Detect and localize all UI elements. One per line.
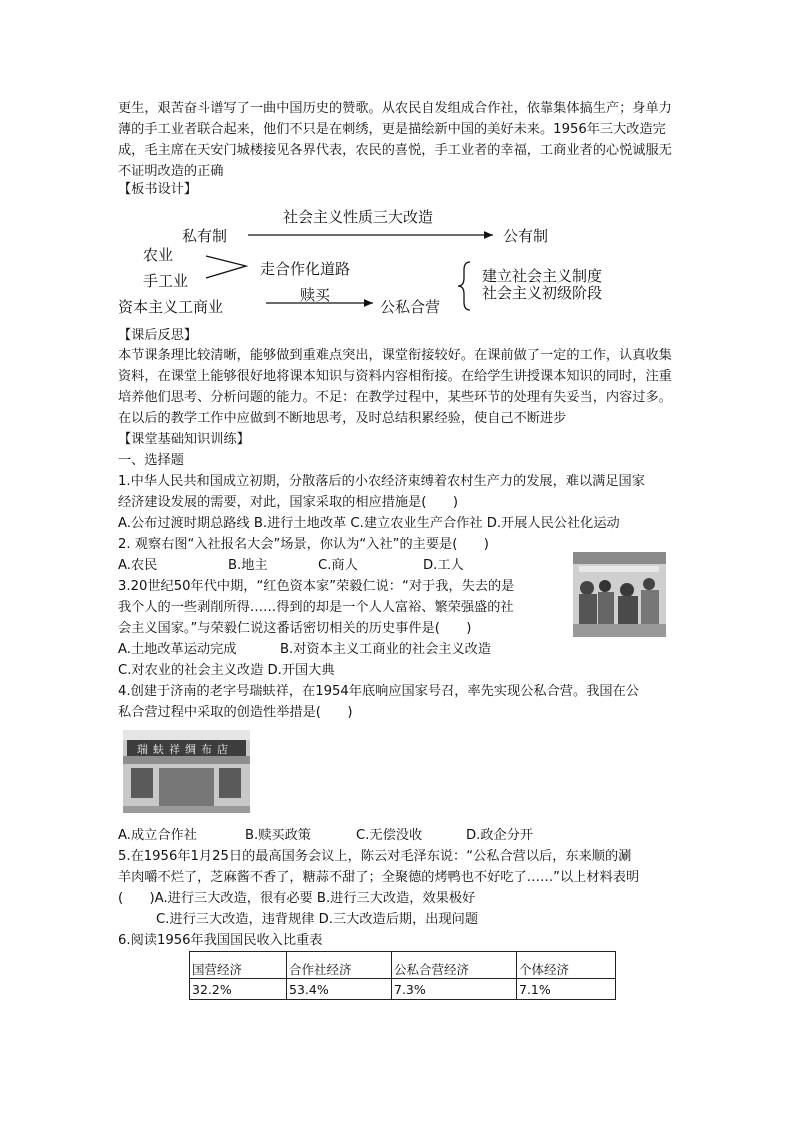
q3-stem-line1: 3.20世纪50年代中期，“红色资本家”荣毅仁说：“对于我，失去的是 (118, 579, 515, 594)
q1-stem-line2: 经济建设发展的需要，对此，国家采取的相应措施是( ) (118, 495, 458, 510)
q2-stem: 2. 观察右图“入社报名大会”场景，你认为“入社”的主要是( ) (118, 537, 489, 552)
enrollment-meeting-photo (573, 552, 666, 637)
q5-stem-line2: 羊肉嚼不烂了，芝麻酱不香了，糖蒜不甜了；全聚德的烤鸭也不好吃了……”以上材料表明 (118, 870, 640, 885)
section-title: 一、选择题 (118, 453, 184, 468)
table-cell: 53.4% (287, 979, 392, 1000)
table-header-cell: 个体经济 (517, 952, 616, 979)
table-header-cell: 公私合营经济 (392, 952, 517, 979)
board-top-label: 社会主义性质三大改造 (283, 208, 434, 226)
board-joint-venture: 公私合营 (380, 298, 441, 316)
q3-option-b: B.对资本主义工商业的社会主义改造 (280, 642, 492, 657)
ruifuxiang-storefront-photo (123, 730, 250, 813)
table-header-row (190, 952, 616, 979)
table-cell: 7.3% (392, 979, 517, 1000)
q4-option-b: B.赎买政策 (245, 828, 311, 843)
board-cooperative-road: 走合作化道路 (260, 260, 351, 278)
result-brace (458, 262, 470, 310)
training-heading: 【课堂基础知识训练】 (118, 432, 250, 447)
table-cell: 7.1% (517, 979, 616, 1000)
reflection-paragraph: 本节课条理比较清晰，能够做到重难点突出，课堂衔接较好。在课前做了一定的工作，认真收集资料，在课堂上能够很好地将课本知识与资料内容相衔接。在给学生讲授课本知识的同时，注重培养他们思考、分析问题的能力。不足：在教学过程中，某些环节的处理有失妥当，内容过多。在以后的教学工作中应做到不断地思考，及时总结积累经验，使自己不断进步 (118, 348, 672, 426)
q5-line3: ( )A.进行三大改造，很有必要 B.进行三大改造，效果极好 (118, 891, 476, 906)
board-private: 私有制 (182, 227, 228, 245)
q5-stem-line1: 5.在1956年1月25日的最高国务会议上，陈云对毛泽东说：“公私合营以后，东来顺的涮 (118, 849, 632, 864)
enrollment-photo-drawing (573, 552, 666, 637)
q1-options: A.公布过渡时期总路线 B.进行土地改革 C.建立农业生产合作社 D.开展人民公社化运动 (118, 516, 620, 531)
table-row (190, 979, 616, 1000)
table-header-cell: 国营经济 (190, 952, 287, 979)
q4-stem-line1: 4.创建于济南的老字号瑞蚨祥，在1954年底响应国家号召，率先实现公私合营。我国在公 (118, 684, 639, 699)
q3-stem-line2: 我个人的一些剥削所得……得到的却是一个人人富裕、繁荣强盛的社 (118, 600, 514, 615)
q2-option-a: A.农民 (118, 558, 158, 573)
q1-stem-line1: 1.中华人民共和国成立初期，分散落后的小农经济束缚着农村生产力的发展，难以满足国家 (118, 474, 645, 489)
board-public: 公有制 (503, 227, 549, 245)
q2-option-c: C.商人 (318, 558, 358, 573)
intro-paragraph: 更生，艰苦奋斗谱写了一曲中国历史的赞歌。从农民自发组成合作社，依靠集体搞生产；身单力薄的手工业者联合起来，他们不只是在刺绣，更是描绘新中国的美好未来。1956年三大改造完成，毛主席在天安门城楼接见各界代表，农民的喜悦，手工业者的幸福，工商业者的心悦诚服无不证明改造的正确 (118, 101, 672, 179)
board-agriculture: 农业 (143, 246, 174, 264)
storefront-sign-text: 瑞蚨祥绸布店 (137, 743, 233, 756)
q6-stem: 6.阅读1956年我国国民收入比重表 (118, 933, 323, 948)
board-capitalist: 资本主义工商业 (118, 298, 224, 316)
board-diagram (118, 200, 678, 325)
q2-option-b: B.地主 (228, 558, 268, 573)
table-header-cell: 合作社经济 (287, 952, 392, 979)
q4-option-d: D.政企分开 (466, 828, 534, 843)
table-cell: 32.2% (190, 979, 287, 1000)
board-result-2: 社会主义初级阶段 (482, 284, 603, 302)
reflection-heading: 【课后反思】 (118, 328, 198, 343)
national-income-table (189, 951, 616, 1000)
q4-option-c: C.无偿没收 (356, 828, 423, 843)
merge-brace (206, 256, 246, 278)
board-result-1: 建立社会主义制度 (482, 267, 603, 285)
board-handicraft: 手工业 (143, 272, 189, 290)
q2-option-d: D.工人 (423, 558, 464, 573)
q3-stem-line3: 会主义国家。”与荣毅仁说这番话密切相关的历史事件是( ) (118, 621, 472, 636)
q3-options-cd: C.对农业的社会主义改造 D.开国大典 (118, 663, 335, 678)
q5-line4: C.进行三大改造，违背规律 D.三大改造后期，出现问题 (156, 912, 479, 927)
q4-stem-line2: 私合营过程中采取的创造性举措是( ) (118, 705, 353, 720)
board-design-heading: 【板书设计】 (118, 182, 198, 197)
board-buyout: 赎买 (300, 286, 331, 304)
q3-option-a: A.土地改革运动完成 (118, 642, 237, 657)
q4-option-a: A.成立合作社 (118, 828, 197, 843)
